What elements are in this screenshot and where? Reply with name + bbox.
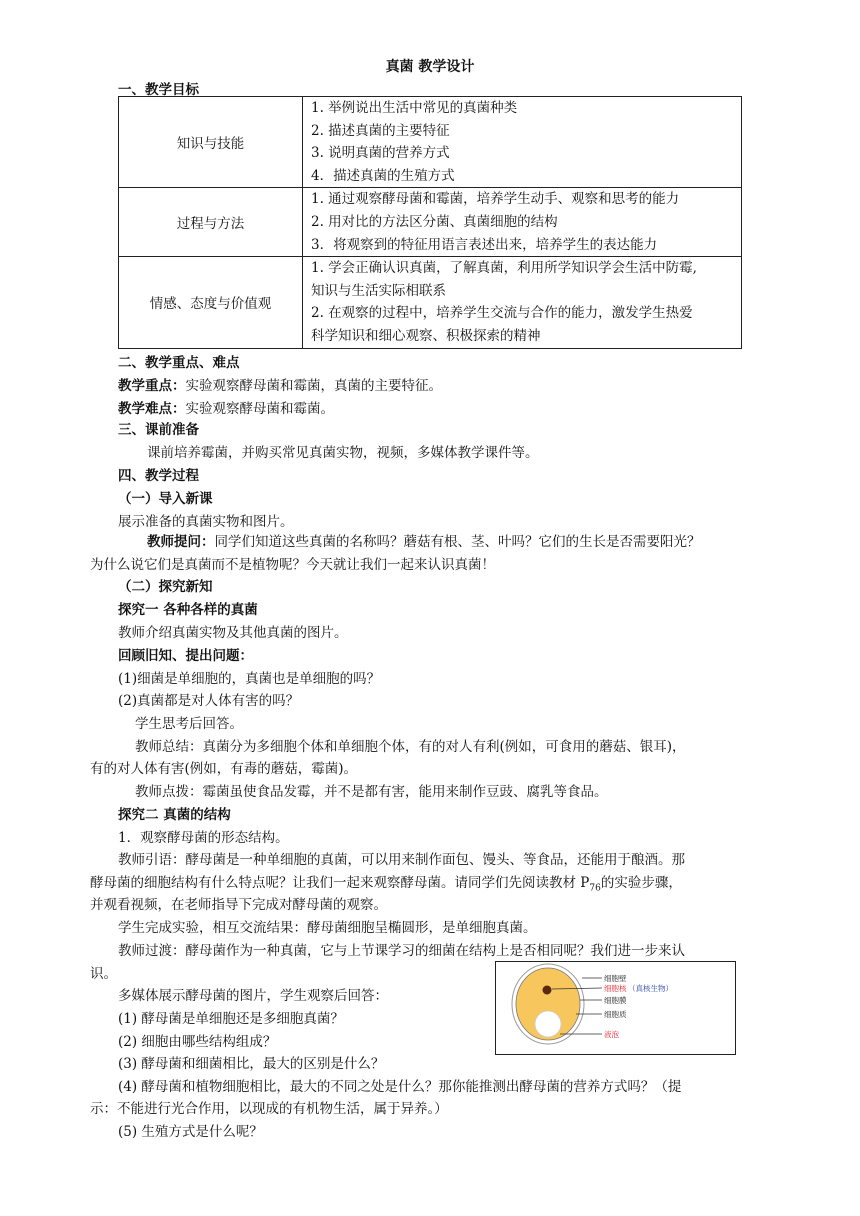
paragraph: 教师点拨：霉菌虽使食品发霉，并不是都有害，能用来制作豆豉、腐乳等食品。 xyxy=(135,784,608,800)
paragraph: 教师引语：酵母菌是一种单细胞的真菌，可以用来制作面包、馒头、等食品，还能用于酿酒。那 xyxy=(118,852,685,868)
explore-heading-2: 探究二 真菌的结构 xyxy=(118,807,231,823)
list-item: 2. 描述真菌的主要特征 xyxy=(311,122,450,139)
difficulty-text: 实验观察酵母菌和霉菌。 xyxy=(185,401,334,417)
paragraph: (1)细菌是单细胞的，真菌也是单细胞的吗？ xyxy=(118,671,381,687)
objectives-table xyxy=(118,96,742,349)
list-item: 3. 说明真菌的营养方式 xyxy=(311,145,450,162)
text-run: 的实验步骤， xyxy=(600,875,682,891)
section-heading-key-points: 二、教学重点、难点 xyxy=(118,355,240,371)
items-cell xyxy=(303,257,742,348)
paragraph: 为什么说它们是真菌而不是植物呢？今天就让我们一起来认识真菌！ xyxy=(90,557,495,573)
label-eukaryote: （真核生物） xyxy=(628,984,673,993)
nucleus xyxy=(543,986,552,995)
review-heading: 回顾旧知、提出问题： xyxy=(118,648,253,664)
table-row xyxy=(119,257,742,348)
page-title: 真菌 教学设计 xyxy=(385,59,475,75)
list-item: (2) 细胞由哪些结构组成？ xyxy=(118,1034,277,1050)
list-item: 2. 在观察的过程中，培养学生交流与合作的能力，激发学生热爱 xyxy=(311,305,693,322)
paragraph: 有的对人体有害(例如，有毒的蘑菇，霉菌)。 xyxy=(90,761,358,777)
list-item: 2. 用对比的方法区分菌、真菌细胞的结构 xyxy=(311,213,558,230)
table-row xyxy=(119,188,742,257)
question-line xyxy=(147,530,701,550)
paragraph: 教师总结：真菌分为多细胞个体和单细胞个体，有的对人有利(例如，可食用的蘑菇、银耳)， xyxy=(135,739,686,755)
category-cell: 知识与技能 xyxy=(119,97,303,188)
list-item: 3．将观察到的特征用语言表述出来，培养学生的表达能力 xyxy=(311,236,658,253)
question-label: 教师提问： xyxy=(147,534,215,550)
paragraph: 学生完成实验，相互交流结果：酵母菌细胞呈椭圆形，是单细胞真菌。 xyxy=(118,920,537,936)
text-run: 酵母菌的细胞结构有什么特点呢？让我们一起来观察酵母菌。请同学们先阅读教材 P xyxy=(90,875,590,891)
paragraph: 多媒体展示酵母菌的图片，学生观察后回答： xyxy=(118,988,388,1004)
items-cell xyxy=(303,97,742,188)
list-item: 知识与生活实际相联系 xyxy=(311,282,446,299)
list-item: 示：不能进行光合作用，以现成的有机物生活，属于异养。） xyxy=(90,1101,448,1117)
table-row xyxy=(119,97,742,188)
page-subscript: 76 xyxy=(589,883,601,894)
label-vacuole: 液泡 xyxy=(604,1030,619,1039)
list-item: 1. 学会正确认识真菌，了解真菌，利用所学知识学会生活中防霉, xyxy=(311,260,697,277)
list-item: 1. 通过观察酵母菌和霉菌，培养学生动手、观察和思考的能力 xyxy=(311,191,680,208)
explore-heading-1: 探究一 各种各样的真菌 xyxy=(118,602,258,618)
paragraph: 学生思考后回答。 xyxy=(135,716,243,732)
list-item: 1. 举例说出生活中常见的真菌种类 xyxy=(311,100,518,116)
paragraph: 1．观察酵母菌的形态结构。 xyxy=(118,830,289,846)
list-item: 4．描述真菌的生殖方式 xyxy=(311,167,455,184)
paragraph: 教师介绍真菌实物及其他真菌的图片。 xyxy=(118,625,348,641)
paragraph: (2)真菌都是对人体有害的吗？ xyxy=(118,693,300,709)
paragraph xyxy=(90,871,682,894)
vacuole xyxy=(535,1011,561,1037)
difficulty-line xyxy=(118,397,334,417)
label-cell-membrane: 细胞膜 xyxy=(604,996,627,1005)
subheading-explore: （二）探究新知 xyxy=(118,579,213,595)
section-heading-preparation: 三、课前准备 xyxy=(118,422,199,438)
category-cell: 过程与方法 xyxy=(119,188,303,257)
subheading-intro: （一）导入新课 xyxy=(118,491,213,507)
key-point-label: 教学重点： xyxy=(118,378,186,394)
key-point-text: 实验观察酵母菌和霉菌，真菌的主要特征。 xyxy=(185,378,442,394)
paragraph: 教师过渡：酵母菌作为一种真菌，它与上节课学习的细菌在结构上是否相同呢？我们进一步来认 xyxy=(118,943,685,959)
list-item: (3) 酵母菌和细菌相比，最大的区别是什么？ xyxy=(118,1056,385,1072)
paragraph: 识。 xyxy=(90,966,117,982)
question-text: 同学们知道这些真菌的名称吗？蘑菇有根、茎、叶吗？它们的生长是否需要阳光？ xyxy=(214,534,701,550)
paragraph: 展示准备的真菌实物和图片。 xyxy=(118,514,294,530)
list-item: (4) 酵母菌和植物细胞相比，最大的不同之处是什么？那你能推测出酵母菌的营养方式吗？（提 xyxy=(118,1079,682,1095)
key-point-line xyxy=(118,374,442,394)
label-nucleus: 细胞核 xyxy=(604,984,627,993)
list-item: (1) 酵母菌是单细胞还是多细胞真菌？ xyxy=(118,1011,344,1027)
label-cytoplasm: 细胞质 xyxy=(604,1010,627,1019)
difficulty-label: 教学难点： xyxy=(118,401,186,417)
items-cell xyxy=(303,188,742,257)
yeast-cell-diagram xyxy=(496,962,735,1054)
preparation-text: 课前培养霉菌，并购买常见真菌实物，视频，多媒体教学课件等。 xyxy=(147,445,539,461)
yeast-cell-figure xyxy=(495,961,736,1055)
section-heading-process: 四、教学过程 xyxy=(118,468,199,484)
list-item: (5) 生殖方式是什么呢？ xyxy=(118,1124,263,1140)
section-heading-objectives: 一、教学目标 xyxy=(118,82,199,98)
list-item: 科学知识和细心观察、积极探索的精神 xyxy=(311,327,541,344)
label-cell-wall: 细胞壁 xyxy=(604,974,627,983)
paragraph: 并观看视频，在老师指导下完成对酵母菌的观察。 xyxy=(90,897,387,913)
category-cell: 情感、态度与价值观 xyxy=(119,257,303,348)
